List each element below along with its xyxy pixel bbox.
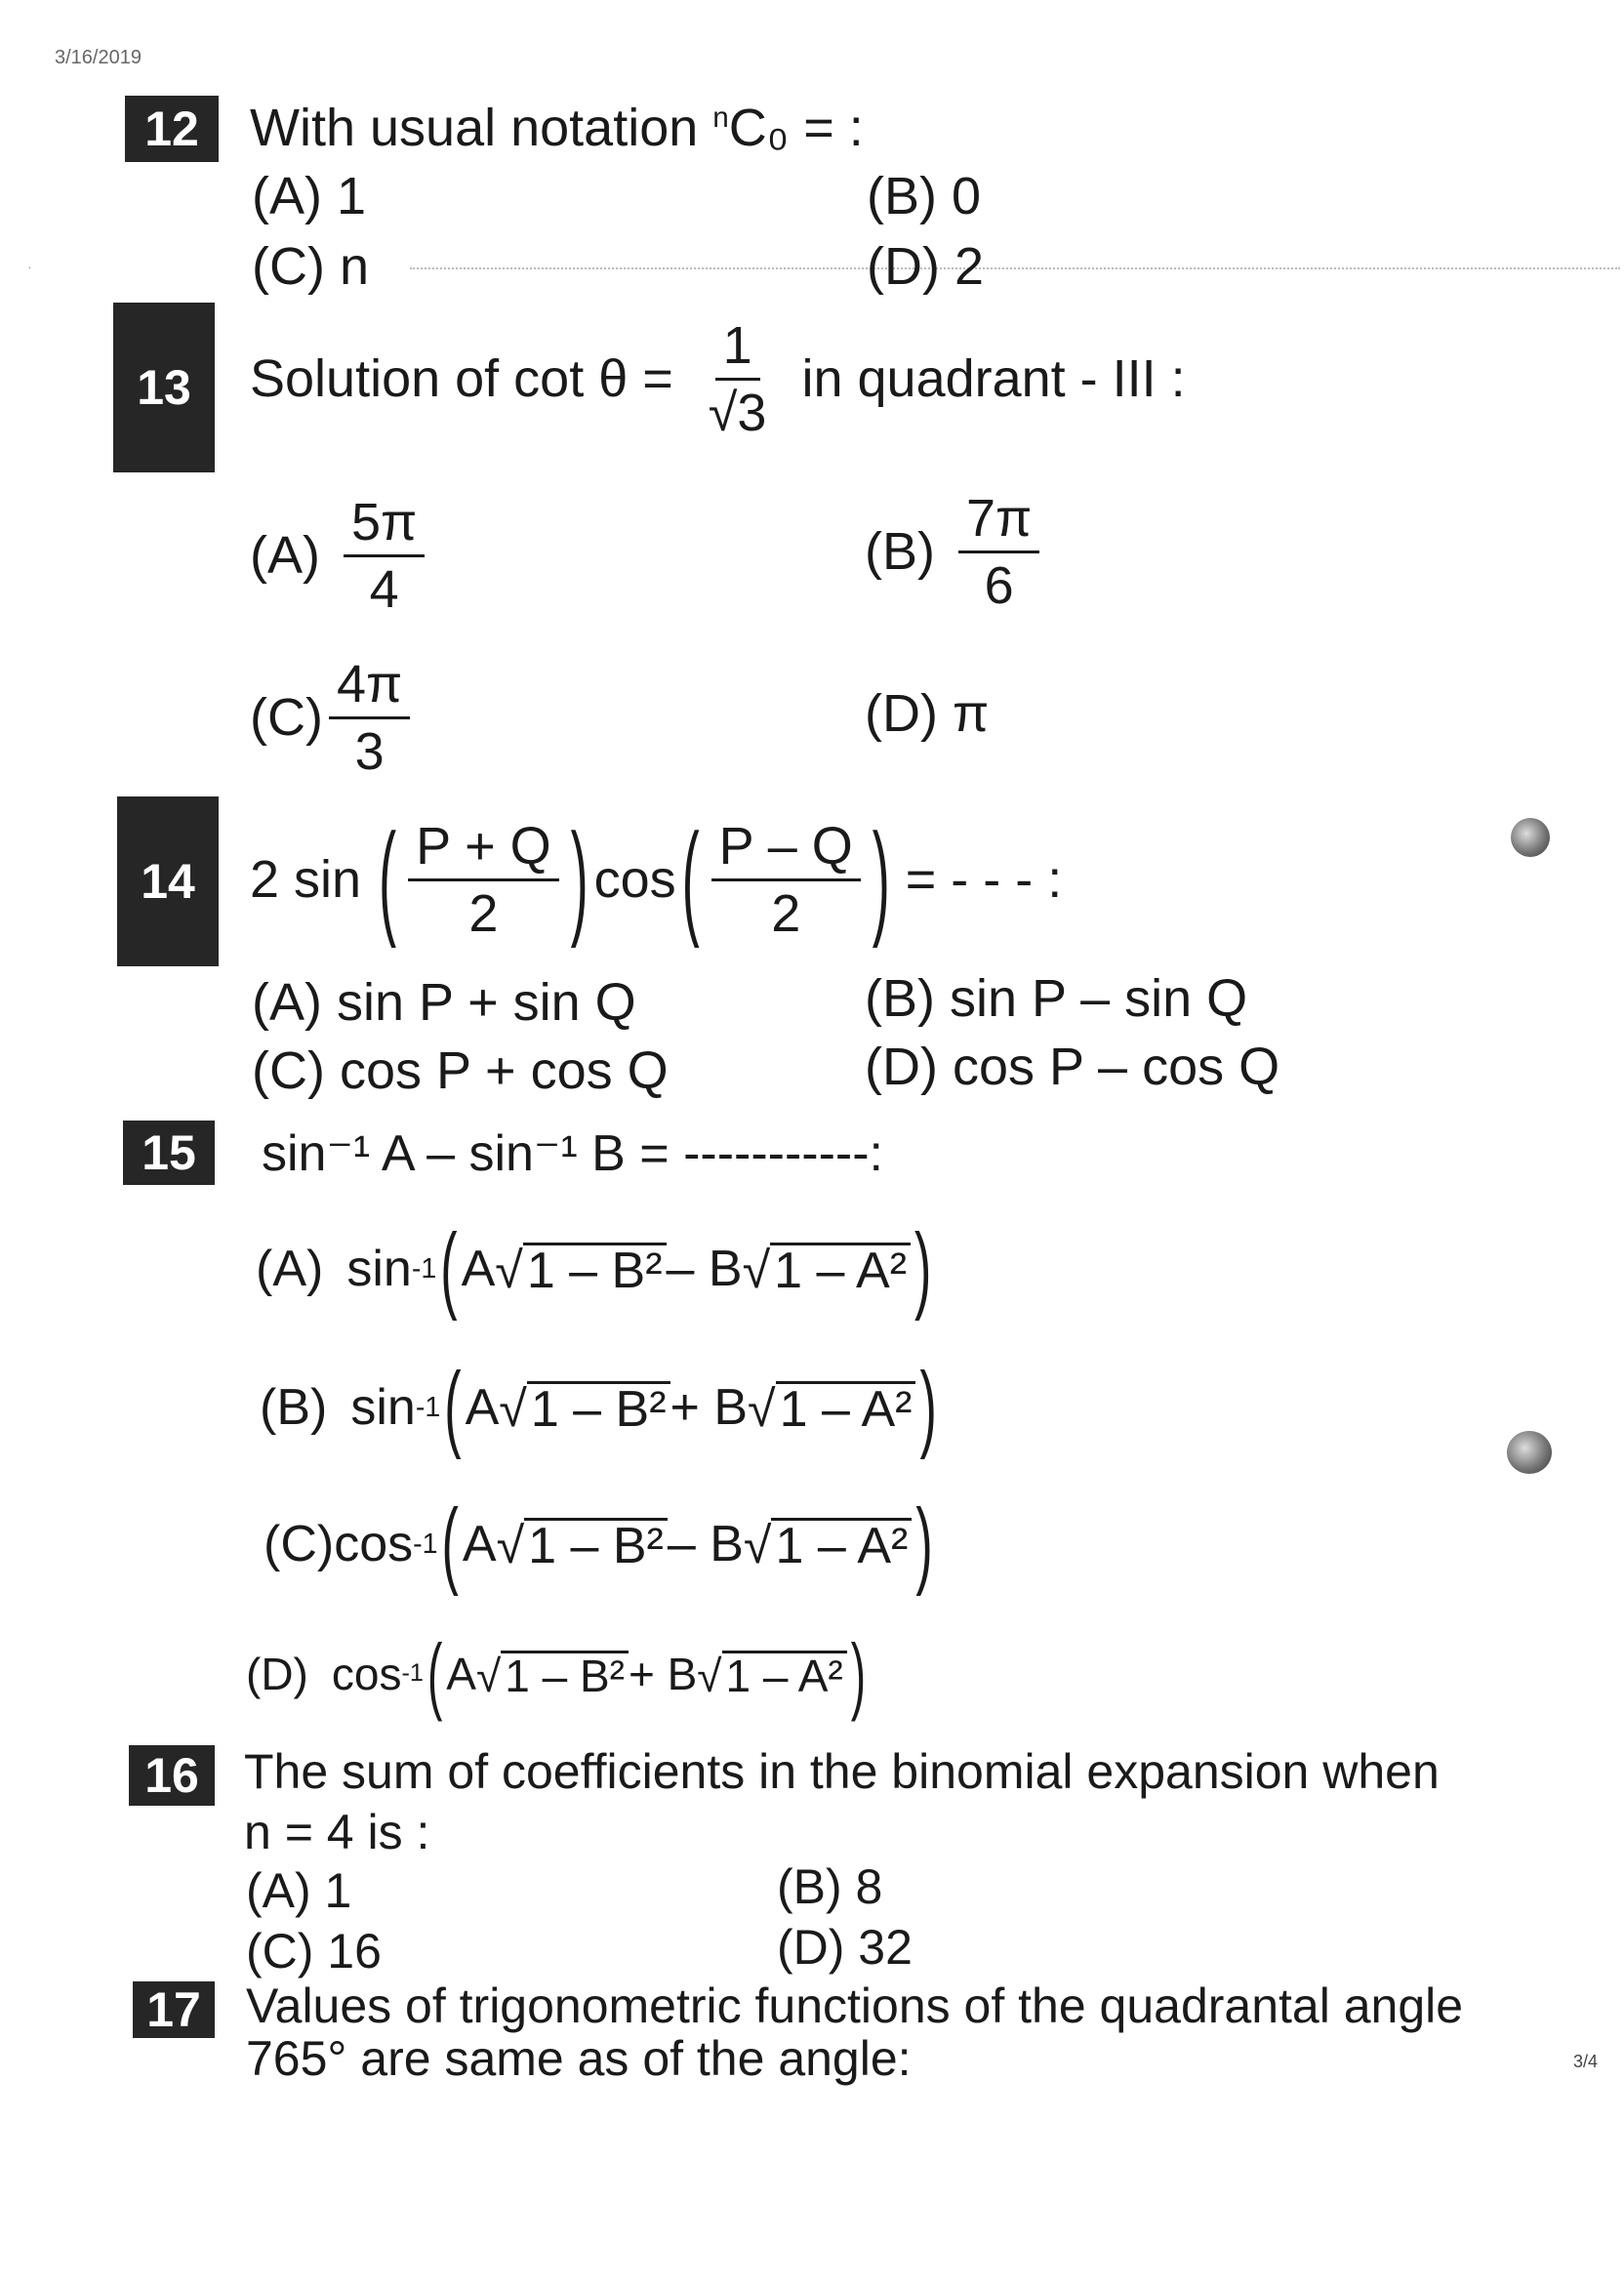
q16-option-b: (B) 8 — [777, 1859, 883, 1914]
q14-frac1-den: 2 — [468, 883, 499, 943]
page-number: 3/4 — [1573, 2052, 1599, 2071]
q15-option-b — [260, 1349, 941, 1466]
q13-c-label: (C) — [250, 688, 323, 747]
q15-b-label: (B) — [260, 1379, 328, 1436]
question-number-13: 13 — [113, 303, 215, 472]
q12-option-b: (B) 0 — [867, 167, 982, 225]
q14-option-b: (B) sin P – sin Q — [865, 969, 1248, 1028]
q13-fraction — [701, 315, 775, 442]
q13-c-frac — [329, 654, 410, 781]
q15-a-lparen: ( — [440, 1214, 458, 1324]
q15-d-sqrt2: √1 – A² — [697, 1651, 846, 1698]
q15-c-label: (C) — [264, 1516, 335, 1572]
q15-a-rparen: ) — [914, 1214, 932, 1324]
question-number-12: 12 — [125, 96, 219, 162]
scan-artifact: · — [27, 259, 32, 274]
question-17-line1: Values of trigonometric functions of the quadrantal angle — [246, 1978, 1464, 2033]
q15-c-rparen: ) — [915, 1489, 933, 1599]
q13-option-a — [250, 482, 430, 629]
q13-frac-num: 1 — [715, 319, 760, 381]
q15-a-inv: -1 — [411, 1252, 437, 1285]
question-17-line2-clip — [246, 2031, 1046, 2086]
q12-option-d: (D) 2 — [867, 237, 984, 296]
q15-d-rad1: 1 – B² — [501, 1651, 629, 1698]
q14-frac-2 — [711, 816, 861, 943]
question-15-text: sin⁻¹ A – sin⁻¹ B = -----------: — [262, 1125, 883, 1182]
q15-b-inv: -1 — [415, 1391, 441, 1423]
q15-option-c — [264, 1486, 937, 1603]
q14-right-paren-1: ) — [570, 809, 589, 950]
q15-b-rparen: ) — [919, 1353, 937, 1462]
q15-c-lparen: ( — [441, 1489, 459, 1599]
q15-c-fn: cos — [334, 1516, 414, 1572]
q15-a-sqrt2: √1 – A² — [743, 1243, 911, 1296]
q15-c-sqrt1: √1 – B² — [497, 1518, 668, 1571]
question-number-16: 16 — [129, 1745, 215, 1806]
punch-hole-mark — [1507, 1431, 1552, 1474]
q13-a-frac — [344, 492, 425, 619]
q13-frac-den: √3 — [708, 383, 767, 442]
q15-d-inv: -1 — [401, 1659, 424, 1688]
q14-left-paren-1: ( — [379, 809, 397, 950]
q14-option-c: (C) cos P + cos Q — [252, 1041, 669, 1100]
q14-right-paren-2: ) — [872, 809, 890, 950]
q15-option-d — [246, 1620, 870, 1728]
q14-prefix: 2 sin — [250, 850, 362, 909]
question-16-line2: n = 4 is : — [244, 1805, 430, 1859]
q14-mid: cos — [593, 850, 676, 909]
q14-frac2-num: P – Q — [711, 820, 861, 881]
q15-d-op: + B — [628, 1649, 698, 1699]
q15-d-lparen: ( — [426, 1625, 443, 1723]
q15-d-rad2: 1 – A² — [722, 1651, 847, 1698]
q15-d-fn: cos — [331, 1649, 402, 1699]
q15-c-op: – B — [667, 1516, 744, 1572]
q16-option-c: (C) 16 — [246, 1924, 382, 1978]
q15-b-rad1: 1 – B² — [527, 1381, 670, 1435]
header-date: 3/16/2019 — [55, 47, 142, 68]
scan-dotted-line — [410, 267, 1620, 269]
q16-option-a: (A) 1 — [246, 1863, 352, 1918]
q12-option-a: (A) 1 — [252, 167, 367, 225]
q15-a-term1: A — [461, 1241, 496, 1297]
q15-c-rad1: 1 – B² — [524, 1518, 668, 1571]
q15-b-op: + B — [670, 1379, 749, 1436]
q15-a-sqrt1: √1 – B² — [495, 1243, 666, 1296]
q15-c-term1: A — [462, 1516, 497, 1572]
question-number-14: 14 — [117, 796, 219, 966]
q13-suffix: in quadrant - III : — [801, 349, 1186, 408]
q13-b-frac — [958, 488, 1039, 615]
question-14-text — [250, 806, 1062, 953]
q15-a-rad2: 1 – A² — [770, 1243, 911, 1296]
q13-c-num: 4π — [329, 658, 410, 719]
q13-c-den: 3 — [354, 721, 385, 781]
q13-a-num: 5π — [344, 496, 425, 557]
q14-option-d: (D) cos P – cos Q — [865, 1038, 1280, 1096]
q13-prefix: Solution of cot θ = — [250, 349, 673, 408]
q14-frac1-num: P + Q — [408, 820, 559, 881]
q15-c-sqrt2: √1 – A² — [744, 1518, 912, 1571]
q13-b-den: 6 — [984, 555, 1014, 615]
q13-a-label: (A) — [250, 526, 320, 585]
q15-b-rad2: 1 – A² — [776, 1381, 916, 1435]
q14-left-paren-2: ( — [681, 809, 700, 950]
q15-b-term1: A — [465, 1379, 500, 1436]
q15-a-label: (A) — [256, 1241, 324, 1297]
q15-b-sqrt2: √1 – A² — [748, 1381, 915, 1435]
question-16-line1: The sum of coefficients in the binomial expansion when — [244, 1744, 1440, 1799]
q13-option-c — [250, 644, 416, 791]
question-13-text — [250, 310, 1186, 447]
q15-d-rparen: ) — [850, 1625, 867, 1723]
q16-option-d: (D) 32 — [777, 1920, 913, 1975]
question-12-text — [250, 99, 864, 157]
q13-b-label: (B) — [865, 522, 935, 581]
q13-option-b — [865, 478, 1045, 625]
q15-c-inv: -1 — [413, 1528, 438, 1560]
punch-hole-mark — [1511, 818, 1550, 857]
question-17-line2: 765° are same as of the angle: — [246, 2031, 912, 2086]
q15-d-term1: A — [446, 1649, 476, 1699]
q15-d-label: (D) — [246, 1649, 308, 1699]
q14-suffix: = - - - : — [905, 850, 1063, 909]
q13-option-d: (D) π — [865, 684, 990, 743]
q13-a-den: 4 — [369, 559, 399, 619]
q14-frac-1 — [408, 816, 559, 943]
q12-sup: n — [712, 102, 729, 134]
q15-a-fn: sin — [346, 1241, 412, 1297]
q14-frac2-den: 2 — [771, 883, 801, 943]
q12-rest: C₀ = : — [728, 99, 864, 157]
q15-option-a — [256, 1210, 935, 1327]
q15-d-sqrt1: √1 – B² — [476, 1651, 629, 1698]
question-number-17: 17 — [133, 1981, 215, 2038]
q15-b-fn: sin — [350, 1379, 416, 1436]
question-number-15: 15 — [123, 1121, 215, 1185]
q12-option-c: (C) n — [252, 237, 369, 296]
q12-stem: With usual notation — [250, 99, 699, 157]
q15-a-rad1: 1 – B² — [523, 1243, 667, 1296]
q13-b-num: 7π — [958, 492, 1039, 553]
q15-b-sqrt1: √1 – B² — [499, 1381, 670, 1435]
q15-c-rad2: 1 – A² — [771, 1518, 912, 1571]
q15-a-op: – B — [666, 1241, 743, 1297]
q15-b-lparen: ( — [444, 1353, 462, 1462]
q14-option-a: (A) sin P + sin Q — [252, 973, 636, 1032]
